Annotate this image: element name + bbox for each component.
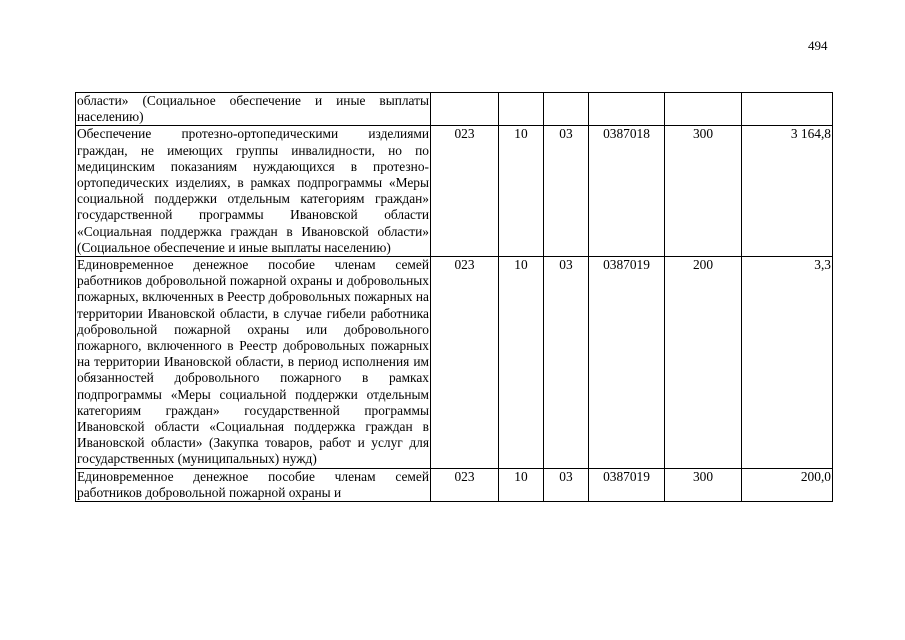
section-code: 10	[499, 126, 544, 257]
section-code	[499, 93, 544, 126]
row-description: Единовременное денежное пособие членам семей работников добровольной пожарной охраны и добровольных пожарных, включенных в Реестр добровольных пожарных на территории Ивановской области, в случае гибели работника добровольной пожарной охраны или добровольного пожарного, включенного в Реестр добровольных пожарных на территории Ивановской области, в период исполнения им обязанностей добровольного пожарного в рамках подпрограммы «Меры социальной поддержки отдельным категориям граждан» государственной программы Ивановской области «Социальная поддержка граждан в Ивановской области» (Закупка товаров, работ и услуг для государственных (муниципальных) нужд)	[77, 257, 429, 467]
table-row	[76, 257, 833, 469]
table-row	[76, 468, 833, 501]
subsection-code: 03	[544, 468, 589, 501]
section-code: 10	[499, 468, 544, 501]
table-row	[76, 93, 833, 126]
section-code: 10	[499, 257, 544, 469]
target-article-code: 0387019	[589, 468, 665, 501]
amount-value: 200,0	[742, 468, 833, 501]
row-description: Обеспечение протезно-ортопедическими изделиями граждан, не имеющих группы инвалидности, но по медицинским показаниям нуждающихся в протезно-ортопедических изделиях, в рамках подпрограммы «Меры социальной поддержки отдельным категориям граждан» государственной программы Ивановской области «Социальная поддержка граждан в Ивановской области» (Социальное обеспечение и иные выплаты населению)	[77, 126, 429, 255]
target-article-code	[589, 93, 665, 126]
amount-value: 3 164,8	[742, 126, 833, 257]
amount-value: 3,3	[742, 257, 833, 469]
ministry-code: 023	[431, 468, 499, 501]
page-number: 494	[808, 38, 828, 53]
table-row	[76, 126, 833, 257]
expense-type-code: 300	[665, 468, 742, 501]
expense-type-code: 300	[665, 126, 742, 257]
ministry-code: 023	[431, 257, 499, 469]
subsection-code: 03	[544, 257, 589, 469]
target-article-code: 0387018	[589, 126, 665, 257]
row-description: Единовременное денежное пособие членам семей работников добровольной пожарной охраны и	[77, 468, 429, 500]
expense-type-code	[665, 93, 742, 126]
expense-type-code: 200	[665, 257, 742, 469]
amount-value	[742, 93, 833, 126]
subsection-code	[544, 93, 589, 126]
ministry-code: 023	[431, 126, 499, 257]
row-description: области» (Социальное обеспечение и иные выплаты населению)	[77, 93, 429, 125]
ministry-code	[431, 93, 499, 126]
subsection-code: 03	[544, 126, 589, 257]
budget-table	[75, 92, 833, 502]
target-article-code: 0387019	[589, 257, 665, 469]
